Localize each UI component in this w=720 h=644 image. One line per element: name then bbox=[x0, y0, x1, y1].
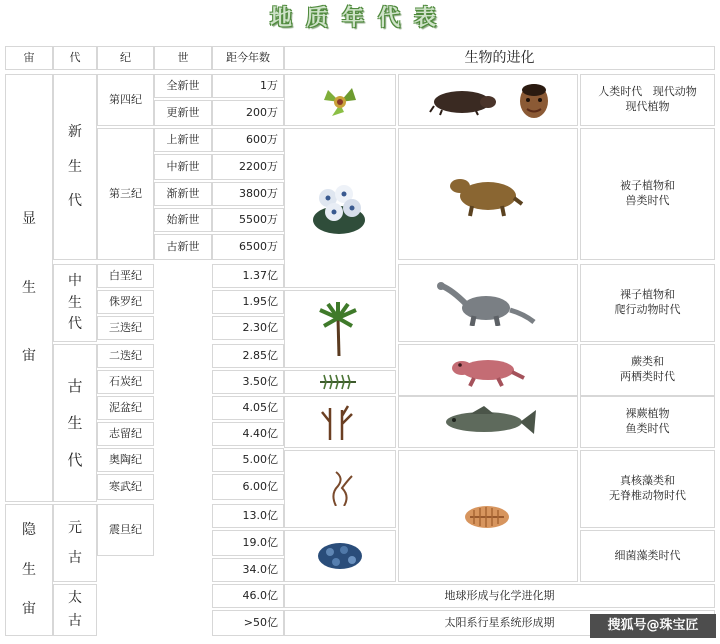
header-age: 距今年数 bbox=[212, 46, 284, 70]
age-cell: 1.95亿 bbox=[212, 290, 284, 314]
algae-clump-icon bbox=[316, 540, 364, 572]
period-sinian: 震旦纪 bbox=[97, 504, 154, 556]
evolution-eukaryote: 真核藻类和 无脊椎动物时代 bbox=[580, 450, 715, 528]
age-cell: 2.30亿 bbox=[212, 316, 284, 340]
age-cell: 6500万 bbox=[212, 234, 284, 260]
age-cell: 4.05亿 bbox=[212, 396, 284, 420]
age-cell: 1.37亿 bbox=[212, 264, 284, 288]
era-mesozoic: 中 生 代 bbox=[53, 264, 97, 342]
era-cenozoic: 新 生 代 bbox=[53, 74, 97, 260]
evolution-human-age: 人类时代 现代动物 现代植物 bbox=[580, 74, 715, 126]
evolution-solar-system: 太阳系行星系统形成期 bbox=[284, 610, 715, 636]
age-cell: 6.00亿 bbox=[212, 474, 284, 500]
trilobite-icon bbox=[462, 502, 512, 532]
evolution-chem-evolution: 地球形成与化学进化期 bbox=[284, 584, 715, 608]
epoch-paleocene: 古新世 bbox=[154, 234, 212, 260]
orchid-flower-icon bbox=[318, 82, 362, 120]
age-cell: 13.0亿 bbox=[212, 504, 284, 528]
era-archean: 太 古 bbox=[53, 584, 97, 636]
mammal-icon bbox=[448, 172, 524, 218]
eon-phanerozoic: 显 生 宙 bbox=[5, 74, 53, 502]
header-epoch: 世 bbox=[154, 46, 212, 70]
human-face-icon bbox=[516, 82, 552, 120]
seaweed-icon bbox=[326, 470, 356, 506]
fern-frond-icon bbox=[318, 372, 358, 392]
period-carboniferous: 石炭纪 bbox=[97, 370, 154, 394]
epoch-oligocene: 渐新世 bbox=[154, 182, 212, 206]
evolution-fern: 蕨类和 两栖类时代 bbox=[580, 344, 715, 396]
header-period: 纪 bbox=[97, 46, 154, 70]
epoch-pliocene: 上新世 bbox=[154, 128, 212, 152]
epoch-miocene: 中新世 bbox=[154, 154, 212, 180]
era-paleozoic: 古 生 代 bbox=[53, 344, 97, 502]
epoch-pleistocene: 更新世 bbox=[154, 100, 212, 126]
dinosaur-icon bbox=[436, 280, 536, 326]
period-ordovician: 奥陶纪 bbox=[97, 448, 154, 472]
evolution-bacteria: 细菌藻类时代 bbox=[580, 530, 715, 582]
period-permian: 二迭纪 bbox=[97, 344, 154, 368]
period-devonian: 泥盆纪 bbox=[97, 396, 154, 420]
page-title: 地质年代表 bbox=[269, 5, 450, 31]
period-cambrian: 寒武纪 bbox=[97, 474, 154, 500]
age-cell: 600万 bbox=[212, 128, 284, 152]
epoch-holocene: 全新世 bbox=[154, 74, 212, 98]
evolution-angiosperm: 被子植物和 兽类时代 bbox=[580, 128, 715, 260]
amphibian-icon bbox=[448, 350, 526, 388]
age-cell: 5500万 bbox=[212, 208, 284, 232]
header-evolution: 生物的进化 bbox=[284, 46, 715, 70]
age-cell: 3800万 bbox=[212, 182, 284, 206]
age-cell: 34.0亿 bbox=[212, 558, 284, 582]
period-triassic: 三迭纪 bbox=[97, 316, 154, 340]
evolution-psilophyte: 裸蕨植物 鱼类时代 bbox=[580, 396, 715, 448]
age-cell: 2.85亿 bbox=[212, 344, 284, 368]
watermark: 搜狐号@珠宝匠 bbox=[590, 614, 716, 638]
palm-tree-icon bbox=[318, 300, 358, 356]
header-eon: 宙 bbox=[5, 46, 53, 70]
hydrangea-flower-icon bbox=[310, 180, 368, 236]
age-cell: 3.50亿 bbox=[212, 370, 284, 394]
period-silurian: 志留纪 bbox=[97, 422, 154, 446]
period-jurassic: 侏罗纪 bbox=[97, 290, 154, 314]
mole-icon bbox=[428, 84, 498, 116]
age-cell: 5.00亿 bbox=[212, 448, 284, 472]
epoch-eocene: 始新世 bbox=[154, 208, 212, 232]
age-cell: 4.40亿 bbox=[212, 422, 284, 446]
age-cell: >50亿 bbox=[212, 610, 284, 636]
age-cell: 2200万 bbox=[212, 154, 284, 180]
period-quaternary: 第四纪 bbox=[97, 74, 154, 126]
header-era: 代 bbox=[53, 46, 97, 70]
branching-plant-icon bbox=[318, 402, 356, 440]
period-tertiary: 第三纪 bbox=[97, 128, 154, 260]
age-cell: 200万 bbox=[212, 100, 284, 126]
era-proterozoic: 元 古 bbox=[53, 504, 97, 582]
period-cretaceous: 白垩纪 bbox=[97, 264, 154, 288]
eon-cryptozoic: 隐 生 宙 bbox=[5, 504, 53, 636]
evolution-gymnosperm: 裸子植物和 爬行动物时代 bbox=[580, 264, 715, 342]
fish-icon bbox=[440, 404, 536, 440]
age-cell: 1万 bbox=[212, 74, 284, 98]
age-cell: 46.0亿 bbox=[212, 584, 284, 608]
age-cell: 19.0亿 bbox=[212, 530, 284, 556]
